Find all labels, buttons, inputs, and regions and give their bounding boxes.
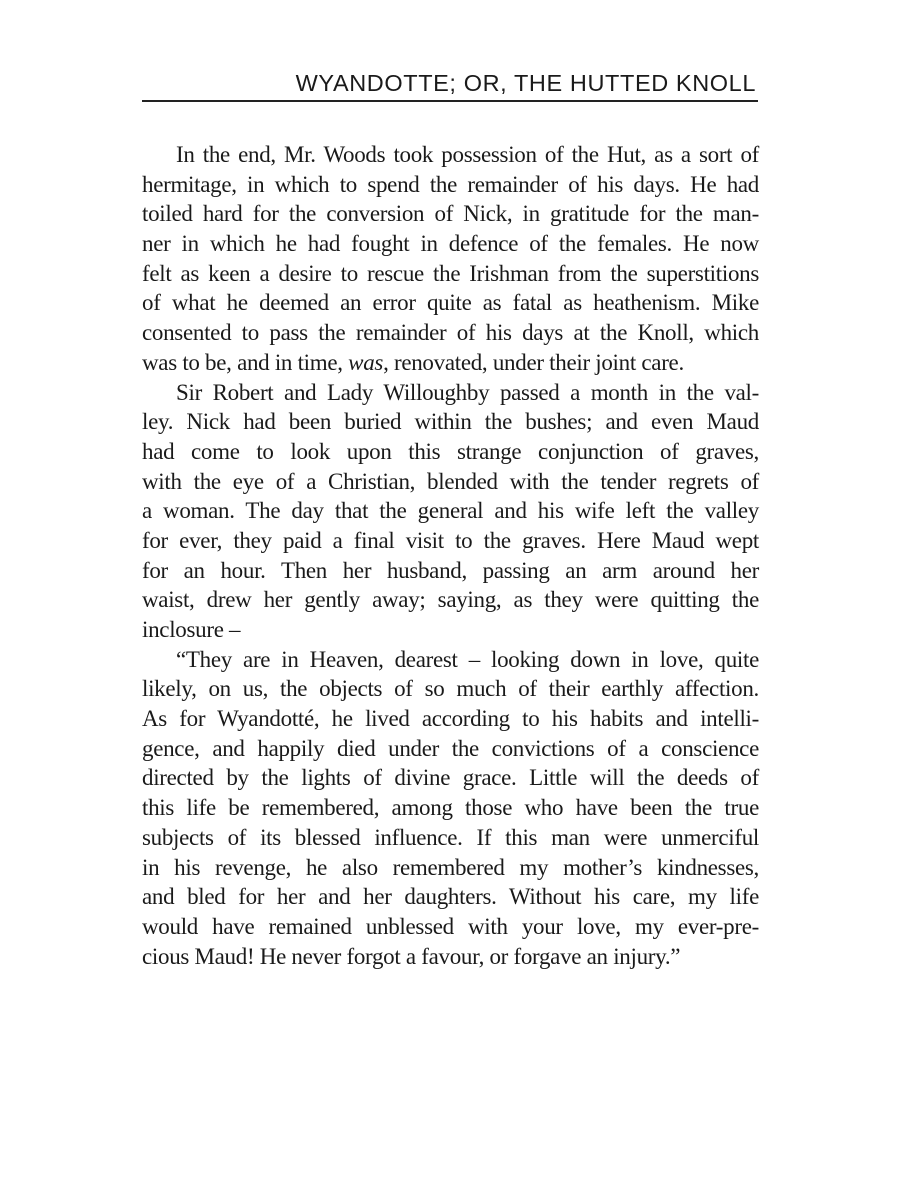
text-line: As for Wyandotté, he lived according to his habits and intelli- <box>142 706 759 732</box>
text-line: directed by the lights of divine grace. Little will the deeds of <box>142 765 759 791</box>
text-line: ley. Nick had been buried within the bushes; and even Maud <box>142 409 759 435</box>
text-line: a woman. The day that the general and his wife left the valley <box>142 498 759 524</box>
text-line-with-italic <box>142 348 759 378</box>
text-line: for an hour. Then her husband, passing an arm around her <box>142 557 759 583</box>
text-line: waist, drew her gently away; saying, as they were quitting the <box>142 587 759 613</box>
running-header <box>142 68 758 102</box>
text-line: subjects of its blessed influence. If this man were unmerciful <box>142 824 759 850</box>
text-line: In the end, Mr. Woods took possession of the Hut, as a sort of <box>176 142 759 167</box>
text-line: had come to look upon this strange conjunction of graves, <box>142 438 759 464</box>
text-line: for ever, they paid a final visit to the graves. Here Maud wept <box>142 527 759 553</box>
text-line: “They are in Heaven, dearest – looking down in love, quite <box>176 646 759 672</box>
text-line: Sir Robert and Lady Willoughby passed a month in the val- <box>176 379 759 405</box>
text-line: and bled for her and her daughters. Without his care, my life <box>142 884 759 910</box>
text-line: of what he deemed an error quite as fatal as heathenism. Mike <box>142 290 759 316</box>
text-line: inclosure – <box>142 617 241 642</box>
text-run: , renovated, under their joint care. <box>383 349 684 375</box>
italic-word: was <box>348 349 384 375</box>
text-line: likely, on us, the objects of so much of their earthly affection. <box>142 676 759 702</box>
text-line: consented to pass the remainder of his days at the Knoll, which <box>142 320 759 346</box>
text-line: gence, and happily died under the convictions of a conscience <box>142 735 759 761</box>
text-line: this life be remembered, among those who have been the true <box>142 795 759 821</box>
text-run: was to be, and in time, <box>142 349 349 375</box>
text-line: with the eye of a Christian, blended with the tender regrets of <box>142 468 759 494</box>
text-line: hermitage, in which to spend the remainder of his days. He had <box>142 171 759 197</box>
text-line: toiled hard for the conversion of Nick, in gratitude for the man- <box>142 201 759 227</box>
running-header-title: WYANDOTTE; OR, THE HUTTED KNOLL <box>295 70 756 96</box>
text-line: ner in which he had fought in defence of the females. He now <box>142 231 759 257</box>
text-line: cious Maud! He never forgot a favour, or forgave an injury.” <box>142 943 681 969</box>
text-line: felt as keen a desire to rescue the Irishman from the superstitions <box>142 260 759 286</box>
text-line: in his revenge, he also remembered my mother’s kindnesses, <box>142 854 759 880</box>
text-line: would have remained unblessed with your love, my ever-pre- <box>142 913 759 939</box>
body-text <box>142 140 759 971</box>
